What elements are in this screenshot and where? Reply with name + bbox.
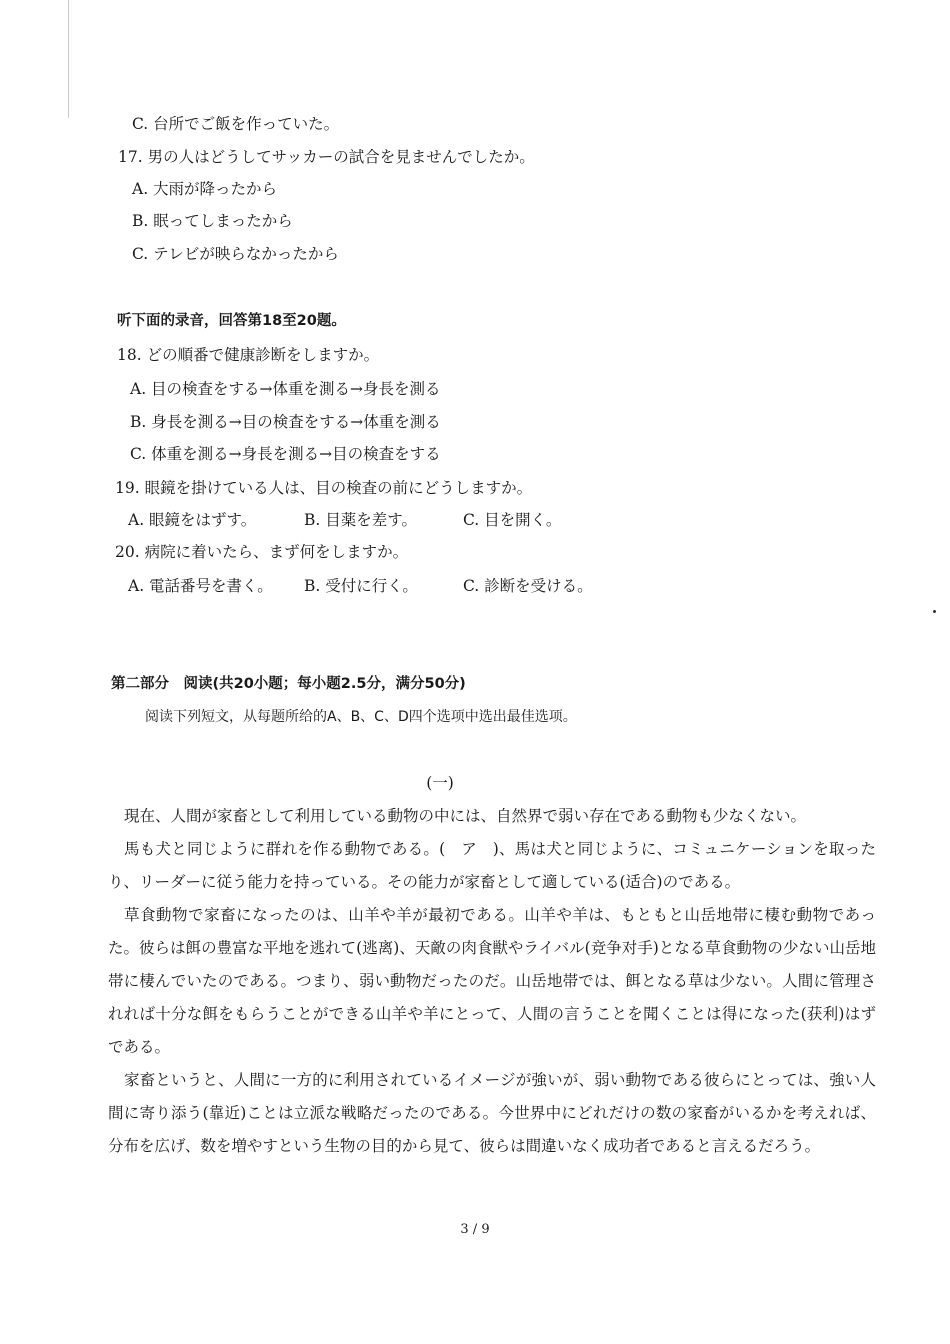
passage-title: (一) [426,774,454,792]
scan-edge-line [68,0,69,118]
q19-option-c: C. 目を開く。 [463,511,562,529]
q19-question: 19. 眼鏡を掛けている人は、目の検査の前にどうしますか。 [115,479,533,497]
passage-paragraph-3: 草食動物で家畜になったのは、山羊や羊が最初である。山羊や羊は、もともと山岳地帯に棲む動物であった。彼らは餌の豊富な平地を逃れて(逃离)、天敵の肉食獣やライバル(竞争对手)となる草食動物の少ない山岳地帯に棲んでいたのである。つまり、弱い動物だったのだ。山岳地帯では、餌となる草は少ない。人間に管理されれば十分な餌をもらうことができる山羊や羊にとって、人間の言うことを聞くことは得になった(获利)はずである。 [108,906,876,1056]
q20-option-a: A. 電話番号を書く。 [128,577,273,595]
q18-question: 18. どの順番で健康診断をしますか。 [117,346,380,364]
passage-paragraph-4: 家畜というと、人間に一方的に利用されているイメージが強いが、弱い動物である彼らにとっては、強い人間に寄り添う(靠近)ことは立派な戦略だったのである。今世界中にどれだけの数の家畜がいるかを考えれば、分布を広げ、数を増やすという生物の目的から見て、彼らは間違いなく成功者であると言えるだろう。 [108,1071,876,1155]
passage-paragraph-2: 馬も犬と同じように群れを作る動物である。( ア )、馬は犬と同じように、コミュニケーションを取ったり、リーダーに従う能力を持っている。その能力が家畜として適している(适合)のである。 [108,840,876,891]
q20-options [128,575,628,597]
page-number: 3 / 9 [460,1222,490,1237]
reading-section-heading: 第二部分 阅读(共20小题；每小题2.5分，满分50分) [111,676,466,692]
q19-options [128,509,628,531]
q19-option-a: A. 眼鏡をはずす。 [128,511,257,529]
section-instruction-18-20: 听下面的录音，回答第18至20题。 [117,313,346,329]
q20-question: 20. 病院に着いたら、まず何をしますか。 [115,543,409,561]
q18-option-a: A. 目の検査をする→体重を測る→身長を測る [130,380,441,398]
scan-speck [933,610,936,613]
q16-option-c: C. 台所でご飯を作っていた。 [132,115,340,133]
reading-instruction: 阅读下列短文，从每题所给的A、B、C、D四个选项中选出最佳选项。 [145,709,577,725]
q17-option-a: A. 大雨が降ったから [132,180,278,198]
q20-option-b: B. 受付に行く。 [304,577,418,595]
q17-option-b: B. 眠ってしまったから [132,212,293,230]
q17-question: 17. 男の人はどうしてサッカーの試合を見ませんでしたか。 [118,148,535,166]
q19-option-b: B. 目薬を差す。 [304,511,418,529]
q18-option-c: C. 体重を測る→身長を測る→目の検査をする [130,445,441,463]
q17-option-c: C. テレビが映らなかったから [132,245,339,263]
passage-paragraph-1: 現在、人間が家畜として利用している動物の中には、自然界で弱い存在である動物も少なくない。 [124,807,807,825]
q20-option-c: C. 診断を受ける。 [463,577,593,595]
q18-option-b: B. 身長を測る→目の検査をする→体重を測る [130,413,441,431]
